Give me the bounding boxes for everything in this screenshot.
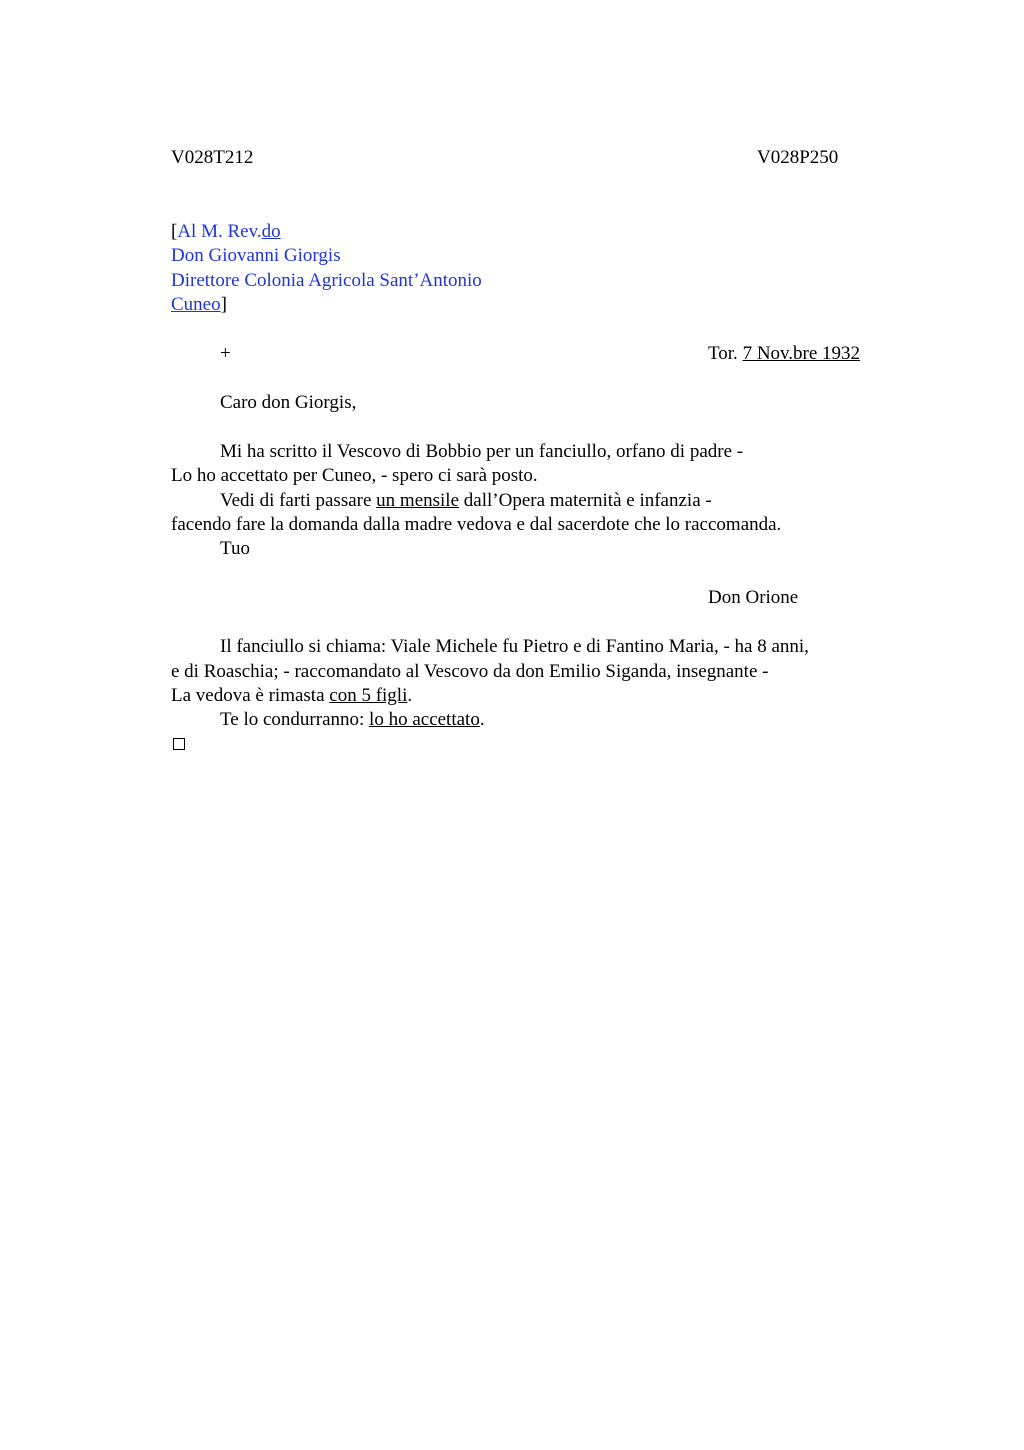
open-bracket: [ bbox=[171, 221, 178, 242]
postscript-line-3 bbox=[171, 684, 412, 708]
postscript-line-3-a: La vedova è rimasta bbox=[171, 685, 330, 706]
postscript-line-4-underlined: lo ho accettato bbox=[369, 709, 480, 730]
address-line-4 bbox=[171, 293, 227, 317]
left-code: V028T212 bbox=[171, 147, 254, 168]
greeting: Caro don Giorgis, bbox=[220, 392, 357, 413]
postscript-line-3-underlined: con 5 figli bbox=[329, 685, 408, 706]
letter-date bbox=[708, 342, 860, 366]
body-line-4: facendo fare la domanda dalla madre vedova e dal sacerdote che lo raccomanda. bbox=[171, 514, 782, 535]
postscript-line-4 bbox=[220, 708, 485, 732]
postscript-line-4-a: Te lo condurranno: bbox=[220, 709, 370, 730]
body-line-3-a: Vedi di farti passare bbox=[220, 490, 377, 511]
address-line-1 bbox=[171, 220, 281, 244]
postscript-line-1: Il fanciullo si chiama: Viale Michele fu Pietro e di Fantino Maria, - ha 8 anni, bbox=[220, 636, 809, 657]
body-line-3 bbox=[220, 489, 712, 513]
cross-symbol: + bbox=[220, 343, 231, 364]
address-title: Al M. Rev. bbox=[177, 221, 262, 242]
body-line-2: Lo ho accettato per Cuneo, - spero ci sarà posto. bbox=[171, 465, 538, 486]
body-line-3-b: dall’Opera maternità e infanzia - bbox=[459, 490, 712, 511]
postscript-line-3-b: . bbox=[407, 685, 413, 706]
address-line-2: Don Giovanni Giorgis bbox=[171, 245, 341, 266]
signature: Don Orione bbox=[708, 587, 799, 608]
date-place: Tor. bbox=[708, 343, 743, 364]
body-line-3-underlined: un mensile bbox=[376, 490, 460, 511]
end-marker-box bbox=[173, 738, 185, 750]
date-value: 7 Nov.bre 1932 bbox=[742, 343, 861, 364]
body-line-1: Mi ha scritto il Vescovo di Bobbio per un fanciullo, orfano di padre - bbox=[220, 441, 744, 462]
postscript-line-2: e di Roaschia; - raccomandato al Vescovo da don Emilio Siganda, insegnante - bbox=[171, 661, 769, 682]
address-title-suffix: do bbox=[261, 221, 281, 242]
address-city: Cuneo bbox=[171, 294, 221, 315]
address-line-3: Direttore Colonia Agricola Sant’Antonio bbox=[171, 270, 482, 291]
close-bracket: ] bbox=[220, 294, 227, 315]
postscript-line-4-b: . bbox=[479, 709, 485, 730]
closing: Tuo bbox=[220, 538, 250, 559]
right-code: V028P250 bbox=[757, 147, 839, 168]
